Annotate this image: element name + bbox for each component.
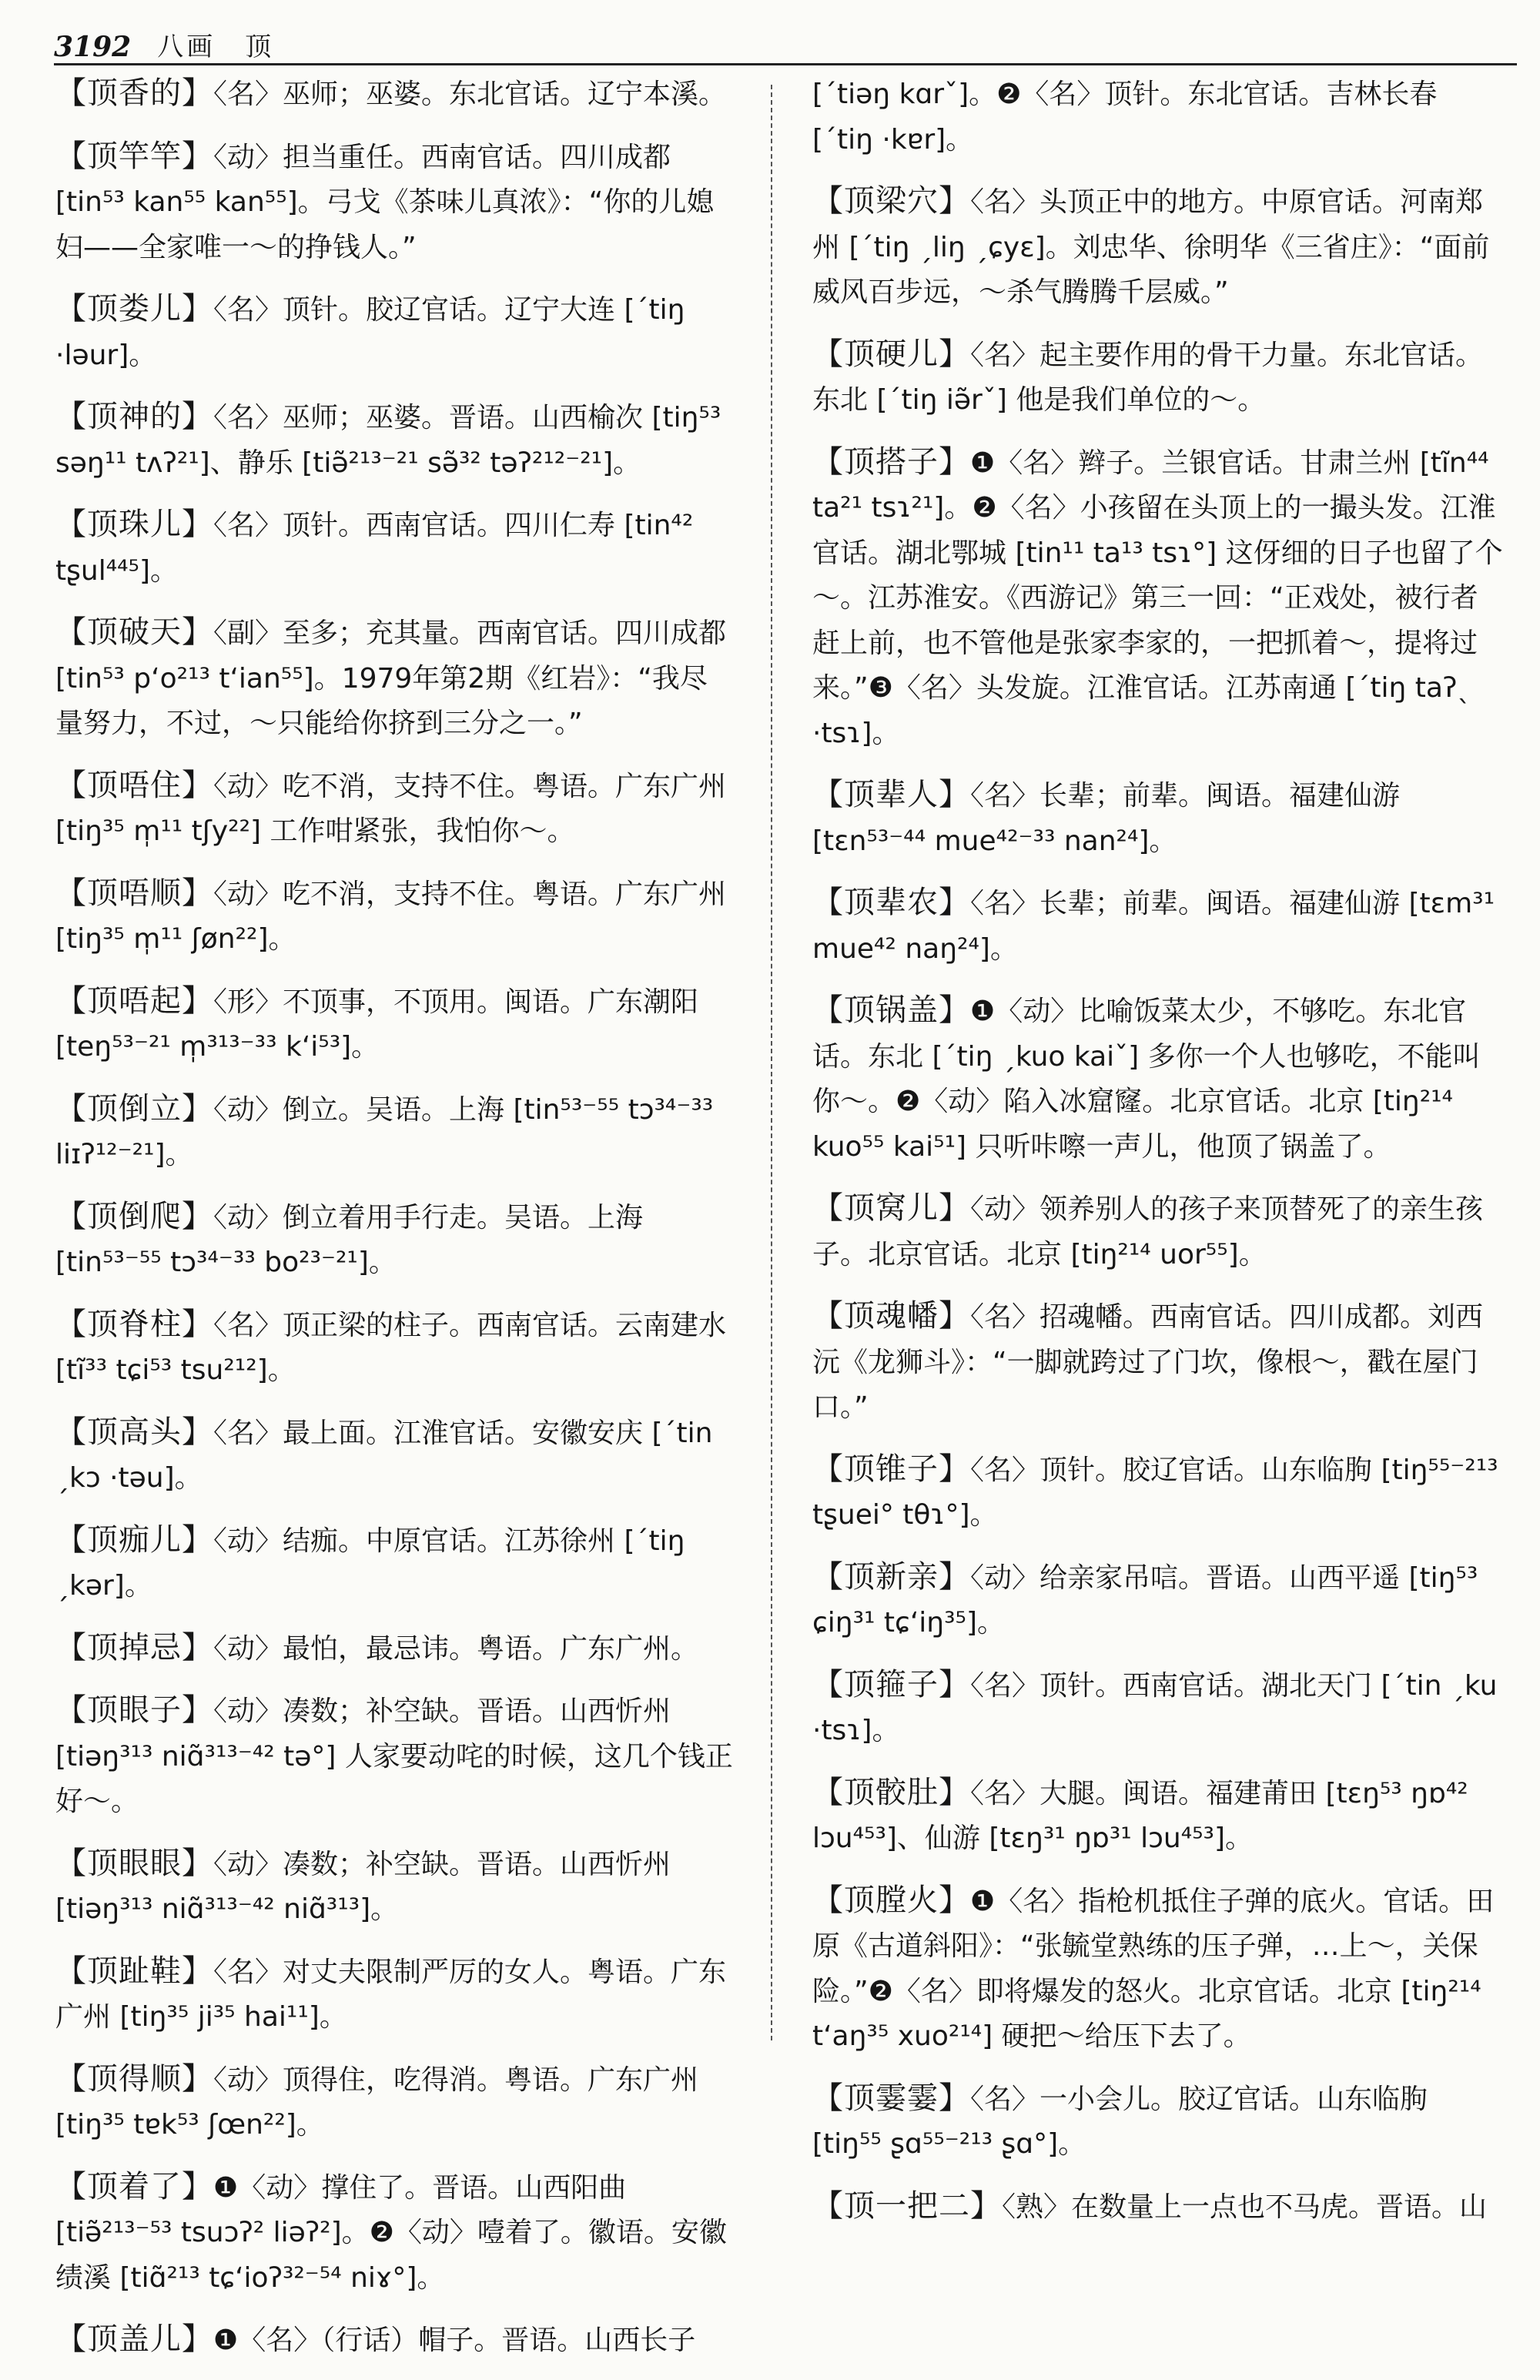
dictionary-entry bbox=[55, 1949, 733, 2040]
entry-headword: 【顶掉忌】 bbox=[55, 1629, 213, 1665]
header-rule bbox=[54, 63, 1517, 65]
dictionary-entry bbox=[55, 71, 733, 118]
dictionary-entry bbox=[55, 1518, 733, 1609]
entry-definition: ❶〈名〉辫子。兰银官话。甘肃兰州 [tĩn⁴⁴ ta²¹ tsɿ²¹]。❷〈名〉小孩留在头顶上的一撮头发。江淮官话。湖北鄂城 [tin¹¹ ta¹³ tsɿ°] 这伢细的日子也留了个～。江苏淮安。《西游记》第三一回：“正戏处，被行者赶上前，也不管他是张家李家的，一把抓着～，提将过来。”❸〈名〉头发旋。江淮官话。江苏南通 [ˊtiŋ taʔˎ ·tsɿ]。 bbox=[812, 447, 1503, 749]
entry-headword: 【顶脊柱】 bbox=[55, 1306, 213, 1342]
entry-headword: 【顶香的】 bbox=[55, 75, 213, 111]
entry-headword: 【顶辈人】 bbox=[812, 777, 970, 812]
entry-headword: 【顶倒爬】 bbox=[55, 1198, 213, 1234]
entry-definition: 〈名〉最上面。江淮官话。安徽安庆 [ˊtin ˏkɔ ·təu]。 bbox=[55, 1417, 713, 1494]
dictionary-entry bbox=[55, 2164, 733, 2301]
right-column bbox=[812, 71, 1505, 2246]
entry-headword: 【顶珠儿】 bbox=[55, 507, 213, 542]
dictionary-entry bbox=[55, 134, 733, 271]
dictionary-entry bbox=[812, 1878, 1505, 2060]
entry-definition: 〈动〉最怕，最忌讳。粤语。广东广州。 bbox=[213, 1632, 699, 1665]
dictionary-entry bbox=[812, 1186, 1505, 1277]
entry-headword: 【顶眼眼】 bbox=[55, 1845, 213, 1881]
entry-definition: 〈动〉凑数；补空缺。晋语。山西忻州 [tiəŋ³¹³ niɑ̃³¹³⁻⁴² niɑ̃³¹³]。 bbox=[55, 1848, 671, 1925]
entry-headword: 【顶神的】 bbox=[55, 399, 213, 434]
dictionary-entry bbox=[55, 1688, 733, 1825]
dictionary-entry bbox=[812, 1770, 1505, 1862]
dictionary-entry bbox=[55, 1841, 733, 1933]
entry-headword: 【顶唔起】 bbox=[55, 982, 213, 1019]
dictionary-entry bbox=[55, 394, 733, 486]
entry-headword: 【顶着了】 bbox=[55, 2168, 213, 2204]
dictionary-entry bbox=[55, 1194, 733, 1286]
dictionary-entry bbox=[55, 2057, 733, 2148]
dictionary-entry bbox=[812, 179, 1505, 316]
entry-definition: 〈名〉顶针。西南官话。四川仁寿 [tin⁴² tʂul⁴⁴⁵]。 bbox=[55, 510, 694, 587]
dictionary-entry bbox=[55, 763, 733, 855]
dictionary-entry bbox=[812, 2184, 1505, 2231]
entry-definition: ❶〈名〉（行话）帽子。晋语。山西长子 bbox=[213, 2325, 696, 2356]
dictionary-entry bbox=[55, 1410, 733, 1501]
entry-definition: 〈动〉给亲家吊唁。晋语。山西平遥 [tiŋ⁵³ ɕiŋ³¹ tɕʻiŋ³⁵]。 bbox=[812, 1562, 1478, 1639]
entry-headword: 【顶倒立】 bbox=[55, 1090, 213, 1126]
entry-definition: 〈名〉巫师；巫婆。东北官话。辽宁本溪。 bbox=[213, 79, 727, 110]
entry-headword: 【顶得顺】 bbox=[55, 2060, 213, 2097]
entry-headword: 【顶膛火】 bbox=[812, 1882, 970, 1918]
entry-definition: 〈动〉吃不消，支持不住。粤语。广东广州 [tiŋ³⁵ m̩¹¹ tʃy²²] 工作咁紧张，我怕你～。 bbox=[55, 770, 727, 847]
entry-definition: 〈名〉顶针。西南官话。湖北天门 [ˊtin ˏku ·tsɿ]。 bbox=[812, 1669, 1498, 1746]
entry-definition: 〈副〉至多；充其量。西南官话。四川成都 [tin⁵³ pʻo²¹³ tʻian⁵⁵]。1979年第2期《红岩》：“我尽量努力，不过，～只能给你挤到三分之一。” bbox=[55, 618, 727, 739]
dictionary-entry bbox=[812, 2076, 1505, 2167]
entry-headword: 【顶搭子】 bbox=[812, 444, 970, 480]
entry-headword: 【顶锥子】 bbox=[812, 1451, 970, 1487]
entry-headword: 【顶痂儿】 bbox=[55, 1521, 213, 1558]
dictionary-entry bbox=[812, 440, 1505, 757]
dictionary-entry bbox=[812, 772, 1505, 864]
entry-definition: 〈形〉不顶事，不顶用。闽语。广东潮阳 [teŋ⁵³⁻²¹ m̩³¹³⁻³³ kʻi⁵³]。 bbox=[55, 986, 699, 1063]
dictionary-entry bbox=[812, 988, 1505, 1170]
entry-headword: 【顶霎霎】 bbox=[812, 2080, 970, 2116]
entry-definition: ❶〈名〉指枪机抵住子弹的底火。官话。田原《古道斜阳》：“张毓堂熟练的压子弹，…上～，关保险。”❷〈名〉即将爆发的怒火。北京官话。北京 [tiŋ²¹⁴ tʻaŋ³⁵ xuo²¹⁴] 硬把～给压下去了。 bbox=[812, 1885, 1495, 2052]
dictionary-entry bbox=[812, 332, 1505, 423]
entry-headword: 【顶一把二】 bbox=[812, 2188, 1002, 2224]
entry-headword: 【顶竿竿】 bbox=[55, 138, 213, 174]
entry-definition: 〈名〉头顶正中的地方。中原官话。河南郑州 [ˊtiŋ ˏliŋ ˏɕyɛ]。刘忠华、徐明华《三省庄》：“面前威风百步远，～杀气腾腾千层威。” bbox=[812, 186, 1490, 308]
page-number: 3192 bbox=[54, 31, 132, 63]
dictionary-entry-continued bbox=[812, 71, 1505, 162]
entry-definition: 〈名〉对丈夫限制严厉的女人。粤语。广东广州 [tiŋ³⁵ ji³⁵ hai¹¹]。 bbox=[55, 1956, 727, 2033]
entry-definition: 〈动〉担当重任。西南官话。四川成都 [tin⁵³ kan⁵⁵ kan⁵⁵]。弓戈《茶味儿真浓》：“你的儿媳妇——全家唯一～的挣钱人。” bbox=[55, 141, 715, 263]
dictionary-entry bbox=[812, 1555, 1505, 1646]
entry-headword: 【顶箍子】 bbox=[812, 1666, 970, 1702]
entry-definition: 〈动〉凑数；补空缺。晋语。山西忻州 [tiəŋ³¹³ niɑ̃³¹³⁻⁴² tə°] 人家要动咤的时候，这几个钱正好～。 bbox=[55, 1695, 733, 1817]
entry-definition: 〈熟〉在数量上一点也不马虎。晋语。山 bbox=[1002, 2191, 1488, 2223]
entry-definition: 〈动〉倒立。吴语。上海 [tin⁵³⁻⁵⁵ tɔ³⁴⁻³³ liɪʔ¹²⁻²¹]。 bbox=[55, 1093, 714, 1170]
entry-definition: 〈动〉倒立着用手行走。吴语。上海 [tin⁵³⁻⁵⁵ tɔ³⁴⁻³³ bo²³⁻²¹]。 bbox=[55, 1201, 644, 1278]
entry-headword: 【顶高头】 bbox=[55, 1414, 213, 1450]
entry-definition: 〈动〉顶得住，吃得消。粤语。广东广州 [tiŋ³⁵ tɐk⁵³ ʃœn²²]。 bbox=[55, 2064, 699, 2141]
entry-definition: 〈名〉长辈；前辈。闽语。福建仙游 [tɛn⁵³⁻⁴⁴ mue⁴²⁻³³ nan²⁴]。 bbox=[812, 780, 1401, 857]
entry-headword: 【顶盖儿】 bbox=[55, 2321, 213, 2357]
entry-definition: 〈动〉领养别人的孩子来顶替死了的亲生孩子。北京官话。北京 [tiŋ²¹⁴ uor⁵⁵]。 bbox=[812, 1193, 1484, 1270]
entry-headword: 【顶唔住】 bbox=[55, 767, 213, 803]
entry-definition: 〈名〉巫师；巫婆。晋语。山西榆次 [tiŋ⁵³ səŋ¹¹ tʌʔ²¹]、静乐 [tiə̃²¹³⁻²¹ sə̃³² təʔ²¹²⁻²¹]。 bbox=[55, 402, 721, 479]
entry-definition: 〈名〉长辈；前辈。闽语。福建仙游 [tɛm³¹ mue⁴² naŋ²⁴]。 bbox=[812, 888, 1495, 965]
dictionary-entry bbox=[55, 1302, 733, 1394]
left-column bbox=[55, 71, 733, 2380]
entry-definition: 〈名〉起主要作用的骨干力量。东北官话。东北 [ˊtiŋ iə̃rˇ] 他是我们单位的～。 bbox=[812, 339, 1484, 416]
entry-definition: 〈名〉招魂幡。西南官话。四川成都。刘西沅《龙狮斗》：“一脚就跨过了门坎，像根～，戳在屋门口。” bbox=[812, 1301, 1484, 1423]
dictionary-entry bbox=[812, 1447, 1505, 1538]
entry-headword: 【顶窝儿】 bbox=[812, 1190, 970, 1226]
page-header bbox=[54, 20, 1486, 63]
entry-definition: 〈名〉顶正梁的柱子。西南官话。云南建水 [tĩ³³ tɕi⁵³ tsu²¹²]。 bbox=[55, 1309, 727, 1386]
dictionary-entry bbox=[812, 1662, 1505, 1754]
entry-headword: 【顶梁穴】 bbox=[812, 183, 970, 219]
dictionary-entry bbox=[812, 880, 1505, 972]
entry-definition: 〈名〉一小会儿。胶辽官话。山东临朐 [tiŋ⁵⁵ ʂɑ⁵⁵⁻²¹³ ʂɑ°]。 bbox=[812, 2083, 1428, 2160]
section-title: 八画 顶 bbox=[157, 32, 275, 62]
dictionary-entry bbox=[55, 979, 733, 1070]
entry-headword: 【顶锅盖】 bbox=[812, 993, 970, 1028]
entry-headword: 【顶新亲】 bbox=[812, 1558, 970, 1595]
dictionary-entry bbox=[55, 1086, 733, 1178]
entry-headword: 【顶趾鞋】 bbox=[55, 1953, 213, 1989]
entry-definition: 〈名〉顶针。胶辽官话。山东临朐 [tiŋ⁵⁵⁻²¹³ tʂuei° tθɿ°]。 bbox=[812, 1454, 1498, 1531]
entry-definition: 〈动〉吃不消，支持不住。粤语。广东广州 [tiŋ³⁵ m̩¹¹ ʃøn²²]。 bbox=[55, 878, 727, 955]
dictionary-entry bbox=[55, 286, 733, 378]
dictionary-entry bbox=[812, 1294, 1505, 1431]
entry-headword: 【顶魂幡】 bbox=[812, 1298, 970, 1334]
dictionary-entry bbox=[55, 2317, 733, 2364]
entry-headword: 【顶硬儿】 bbox=[812, 336, 970, 372]
entry-definition: [ˊtiəŋ kɑrˇ]。❷〈名〉顶针。东北官话。吉林长春 [ˊtiŋ ·kɐr]。 bbox=[812, 79, 1438, 156]
entry-definition: ❶〈动〉撑住了。晋语。山西阳曲 [tiə̃²¹³⁻⁵³ tsuɔʔ² liəʔ²]。❷〈动〉噎着了。徽语。安徽绩溪 [tiɑ̃²¹³ tɕʻioʔ³²⁻⁵⁴ niɤ°]。 bbox=[55, 2171, 727, 2294]
entry-definition: 〈名〉大腿。闽语。福建莆田 [tɛŋ⁵³ ŋɒ⁴² lɔu⁴⁵³]、仙游 [tɛŋ³¹ ŋɒ³¹ lɔu⁴⁵³]。 bbox=[812, 1777, 1468, 1854]
entry-definition: 〈名〉顶针。胶辽官话。辽宁大连 [ˊtiŋ ·ləur]。 bbox=[55, 294, 685, 371]
entry-headword: 【顶骹肚】 bbox=[812, 1774, 970, 1810]
entry-headword: 【顶娄儿】 bbox=[55, 291, 213, 326]
dictionary-entry bbox=[55, 1625, 733, 1672]
column-divider bbox=[771, 85, 772, 2040]
entry-headword: 【顶唔顺】 bbox=[55, 875, 213, 911]
dictionary-entry bbox=[55, 610, 733, 747]
dictionary-entry bbox=[55, 502, 733, 594]
entry-headword: 【顶破天】 bbox=[55, 614, 213, 650]
entry-headword: 【顶眼子】 bbox=[55, 1692, 213, 1728]
entry-headword: 【顶辈农】 bbox=[812, 885, 970, 920]
dictionary-entry bbox=[55, 871, 733, 962]
entry-definition: ❶〈动〉比喻饭菜太少，不够吃。东北官话。东北 [ˊtiŋ ˏkuo kaiˇ] 多你一个人也够吃，不能叫你～。❷〈动〉陷入冰窟窿。北京官话。北京 [tiŋ²¹⁴ kuo⁵⁵ kai⁵¹] 只听咔嚓一声儿，他顶了锅盖了。 bbox=[812, 996, 1481, 1163]
entry-definition: 〈动〉结痂。中原官话。江苏徐州 [ˊtiŋ ˏkər]。 bbox=[55, 1525, 685, 1602]
